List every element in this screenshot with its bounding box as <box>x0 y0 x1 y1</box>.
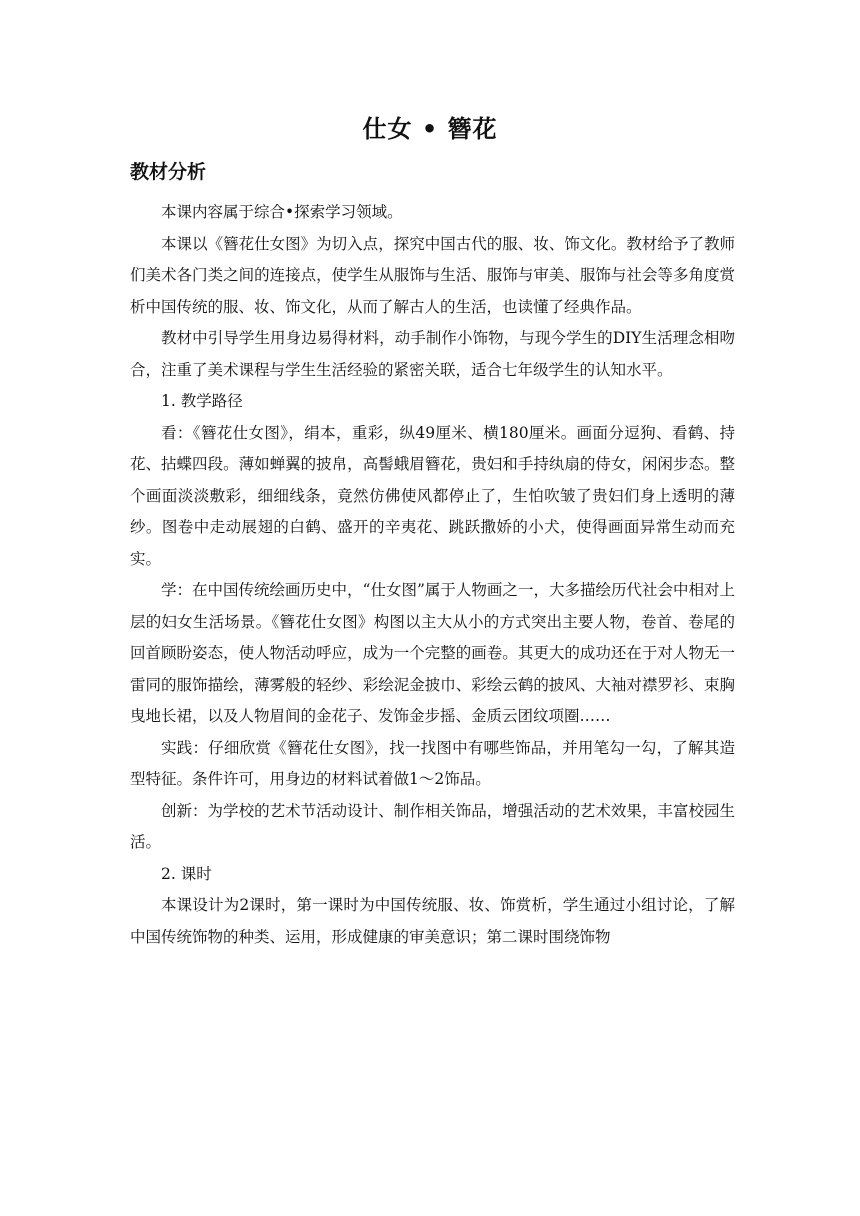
section-heading: 教材分析 <box>130 161 207 183</box>
document-body <box>130 197 735 953</box>
paragraph-practice: 实践：仔细欣赏《簪花仕女图》，找一找图中有哪些饰品，并用笔勾一勾，了解其造型特征。条件许可，用身边的材料试着做1～2饰品。 <box>130 738 735 788</box>
subheading-class-hours: 2. 课时 <box>161 864 212 883</box>
paragraph-scope: 本课内容属于综合•探索学习领域。 <box>161 203 403 221</box>
subheading-teaching-path: 1. 教学路径 <box>161 392 243 410</box>
paragraph-intro: 本课以《簪花仕女图》为切入点，探究中国古代的服、妆、饰文化。教材给予了教师们美术各门类之间的连接点，使学生从服饰与生活、服饰与审美、服饰与社会等多角度赏析中国传统的服、妆、饰文化，从而了解古人的生活，也读懂了经典作品。 <box>130 234 735 316</box>
paragraph-look: 看：《簪花仕女图》，绢本，重彩，纵49厘米、横180厘米。画面分逗狗、看鹤、持花、拈蝶四段。薄如蝉翼的披帛，高髻蛾眉簪花，贵妇和手持纨扇的侍女，闲闲步态。整个画面淡淡敷彩，细细线条，竟然仿佛使风都停止了，生怕吹皱了贵妇们身上透明的薄纱。图卷中走动展翅的白鹤、盛开的辛夷花、跳跃撒娇的小犬，使得画面异常生动而充实。 <box>130 423 735 568</box>
document-title: 仕女 • 簪花 <box>362 115 498 143</box>
paragraph-learn: 学：在中国传统绘画历史中，“仕女图”属于人物画之一，大多描绘历代社会中相对上层的妇女生活场景。《簪花仕女图》构图以主大从小的方式突出主要人物，卷首、卷尾的回首顾盼姿态，使人物活动呼应，成为一个完整的画卷。其更大的成功还在于对人物无一雷同的服饰描绘，薄雾般的轻纱、彩绘泥金披巾、彩绘云鹤的披风、大袖对襟罗衫、束胸曳地长裙，以及人物眉间的金花子、发饰金步摇、金质云团纹项圈…… <box>130 581 735 725</box>
paragraph-class-hours: 本课设计为2课时，第一课时为中国传统服、妆、饰赏析，学生通过小组讨论，了解中国传统饰物的种类、运用，形成健康的审美意识；第二课时围绕饰物 <box>130 896 735 946</box>
paragraph-materials: 教材中引导学生用身边易得材料，动手制作小饰物，与现今学生的DIY生活理念相吻合，注重了美术课程与学生生活经验的紧密关联，适合七年级学生的认知水平。 <box>130 329 735 379</box>
paragraph-create: 创新：为学校的艺术节活动设计、制作相关饰品，增强活动的艺术效果，丰富校园生活。 <box>130 801 735 851</box>
